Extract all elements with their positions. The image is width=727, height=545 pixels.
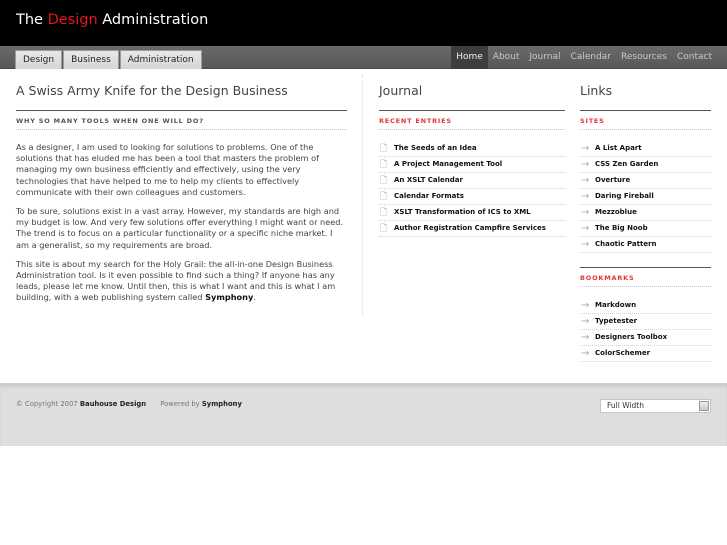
bookmarks-list bbox=[580, 298, 711, 362]
journal-entry[interactable] bbox=[379, 173, 565, 189]
bookmarks-rule bbox=[580, 286, 711, 287]
sites-rule bbox=[580, 129, 711, 130]
category-tabs bbox=[15, 50, 202, 69]
site-link-label[interactable]: The Big Noob bbox=[595, 224, 648, 232]
paragraph-2: To be sure, solutions exist in a vast array. However, my standards are high and my budget is low. And very few solutions offer everything I might want or need. The trend is to focus on a particular functionality or a specific niche market. I am a generalist, so my requirements are broad. bbox=[16, 206, 344, 250]
symphony-link[interactable]: Symphony bbox=[205, 292, 254, 303]
bookmarks-heading: BOOKMARKS bbox=[580, 274, 635, 282]
arrow-right-icon: → bbox=[581, 223, 590, 234]
links-column bbox=[580, 70, 711, 362]
journal-entry-label[interactable]: Author Registration Campfire Services bbox=[394, 224, 546, 232]
bookmarks-section bbox=[580, 267, 711, 362]
tab-business[interactable]: Business bbox=[63, 50, 119, 69]
site-link-label[interactable]: Chaotic Pattern bbox=[595, 240, 657, 248]
site-title-accent: Design bbox=[47, 12, 98, 28]
site-title-suffix: Administration bbox=[102, 12, 209, 28]
bookmark-link-label[interactable]: ColorSchemer bbox=[595, 349, 651, 357]
site-link-label[interactable]: A List Apart bbox=[595, 144, 642, 152]
main-content bbox=[16, 70, 347, 304]
chevron-down-icon[interactable] bbox=[699, 401, 709, 411]
journal-entry[interactable] bbox=[379, 221, 565, 237]
footer-text bbox=[16, 400, 242, 408]
journal-entry-label[interactable]: The Seeds of an Idea bbox=[394, 144, 477, 152]
recent-entries-rule bbox=[379, 129, 565, 130]
bookmark-link-label[interactable]: Markdown bbox=[595, 301, 637, 309]
layout-width-value: Full Width bbox=[607, 401, 644, 410]
subheading-rule bbox=[16, 129, 347, 130]
site-title-prefix: The bbox=[16, 12, 43, 28]
masthead bbox=[0, 0, 727, 46]
bookmark-link-label[interactable]: Designers Toolbox bbox=[595, 333, 668, 341]
site-link[interactable] bbox=[580, 157, 711, 173]
journal-entry-label[interactable]: XSLT Transformation of ICS to XML bbox=[394, 208, 531, 216]
site-link-label[interactable]: Mezzoblue bbox=[595, 208, 637, 216]
bookmark-link[interactable] bbox=[580, 330, 711, 346]
document-icon: 🗋 bbox=[380, 224, 388, 234]
document-icon: 🗋 bbox=[380, 176, 388, 186]
paragraph-3 bbox=[16, 259, 347, 304]
recent-entries-heading: RECENT ENTRIES bbox=[379, 117, 452, 125]
arrow-right-icon: → bbox=[581, 300, 590, 311]
site-link[interactable] bbox=[580, 141, 711, 157]
bookmark-link[interactable] bbox=[580, 298, 711, 314]
journal-column bbox=[379, 70, 565, 237]
tab-administration[interactable]: Administration bbox=[120, 50, 202, 69]
journal-entry[interactable] bbox=[379, 205, 565, 221]
arrow-right-icon: → bbox=[581, 348, 590, 359]
journal-entry[interactable] bbox=[379, 141, 565, 157]
bookmarks-rule-top bbox=[580, 267, 711, 268]
journal-title: Journal bbox=[379, 83, 423, 98]
site-link-label[interactable]: Daring Fireball bbox=[595, 192, 654, 200]
copyright-owner-link[interactable]: Bauhouse Design bbox=[79, 400, 147, 408]
tab-design[interactable]: Design bbox=[15, 50, 62, 69]
paragraph-1: As a designer, I am used to looking for solutions to problems. One of the solutions that has eluded me has been a tool that masters the problem of managing my own business efficiently and effectively, using the very technologies that have helped to me to help my clients to effectively communicate with their own colleagues and customers. bbox=[16, 142, 319, 197]
bookmark-link[interactable] bbox=[580, 314, 711, 330]
title-rule bbox=[16, 110, 347, 111]
layout-width-select[interactable] bbox=[600, 399, 711, 413]
arrow-right-icon: → bbox=[581, 316, 590, 327]
site-link-label[interactable]: CSS Zen Garden bbox=[595, 160, 659, 168]
navigation-bar bbox=[0, 46, 727, 69]
document-icon: 🗋 bbox=[380, 144, 388, 154]
powered-by-prefix: Powered by bbox=[160, 400, 200, 408]
journal-entry-label[interactable]: Calendar Formats bbox=[394, 192, 464, 200]
column-divider bbox=[362, 75, 363, 315]
journal-entry-label[interactable]: An XSLT Calendar bbox=[394, 176, 463, 184]
main-subheading: WHY SO MANY TOOLS WHEN ONE WILL DO? bbox=[16, 117, 204, 125]
main-title: A Swiss Army Knife for the Design Business bbox=[16, 83, 288, 98]
bookmark-link[interactable] bbox=[580, 346, 711, 362]
paragraph-3-text: This site is about my search for the Holy Grail: the all-in-one Design Business Administration tool. Is it even possible to find such a thing? If anyone has any leads, please let me know. Until then, this is what I want and this is what I am building, with a web publishing system called bbox=[16, 258, 336, 303]
arrow-right-icon: → bbox=[581, 239, 590, 250]
sites-heading: SITES bbox=[580, 117, 605, 125]
arrow-right-icon: → bbox=[581, 143, 590, 154]
nav-journal[interactable]: Journal bbox=[529, 52, 561, 62]
powered-by-link[interactable]: Symphony bbox=[201, 400, 242, 408]
nav-contact[interactable]: Contact bbox=[676, 52, 712, 62]
document-icon: 🗋 bbox=[380, 160, 388, 170]
copyright-prefix: © Copyright 2007 bbox=[16, 400, 78, 408]
site-link[interactable] bbox=[580, 189, 711, 205]
site-link[interactable] bbox=[580, 173, 711, 189]
bookmark-link-label[interactable]: Typetester bbox=[595, 317, 638, 325]
links-title-rule bbox=[580, 110, 711, 111]
journal-entry[interactable] bbox=[379, 157, 565, 173]
nav-about[interactable]: About bbox=[492, 52, 520, 62]
document-icon: 🗋 bbox=[380, 208, 388, 218]
nav-resources[interactable]: Resources bbox=[621, 52, 667, 62]
site-link[interactable] bbox=[580, 237, 711, 253]
document-icon: 🗋 bbox=[380, 192, 388, 202]
nav-calendar[interactable]: Calendar bbox=[570, 52, 612, 62]
nav-home[interactable]: Home bbox=[451, 46, 488, 69]
journal-title-rule bbox=[379, 110, 565, 111]
journal-entry-label[interactable]: A Project Management Tool bbox=[394, 160, 503, 168]
site-link[interactable] bbox=[580, 205, 711, 221]
arrow-right-icon: → bbox=[581, 191, 590, 202]
site-title[interactable] bbox=[16, 12, 208, 28]
journal-entry[interactable] bbox=[379, 189, 565, 205]
sites-list bbox=[580, 141, 711, 253]
footer bbox=[0, 383, 727, 446]
links-title: Links bbox=[580, 83, 613, 98]
site-nav bbox=[451, 46, 717, 69]
recent-entries-list bbox=[379, 141, 565, 237]
site-link-label[interactable]: Overture bbox=[595, 176, 631, 184]
paragraph-3-end: . bbox=[253, 292, 256, 303]
site-link[interactable] bbox=[580, 221, 711, 237]
arrow-right-icon: → bbox=[581, 159, 590, 170]
arrow-right-icon: → bbox=[581, 207, 590, 218]
arrow-right-icon: → bbox=[581, 175, 590, 186]
arrow-right-icon: → bbox=[581, 332, 590, 343]
